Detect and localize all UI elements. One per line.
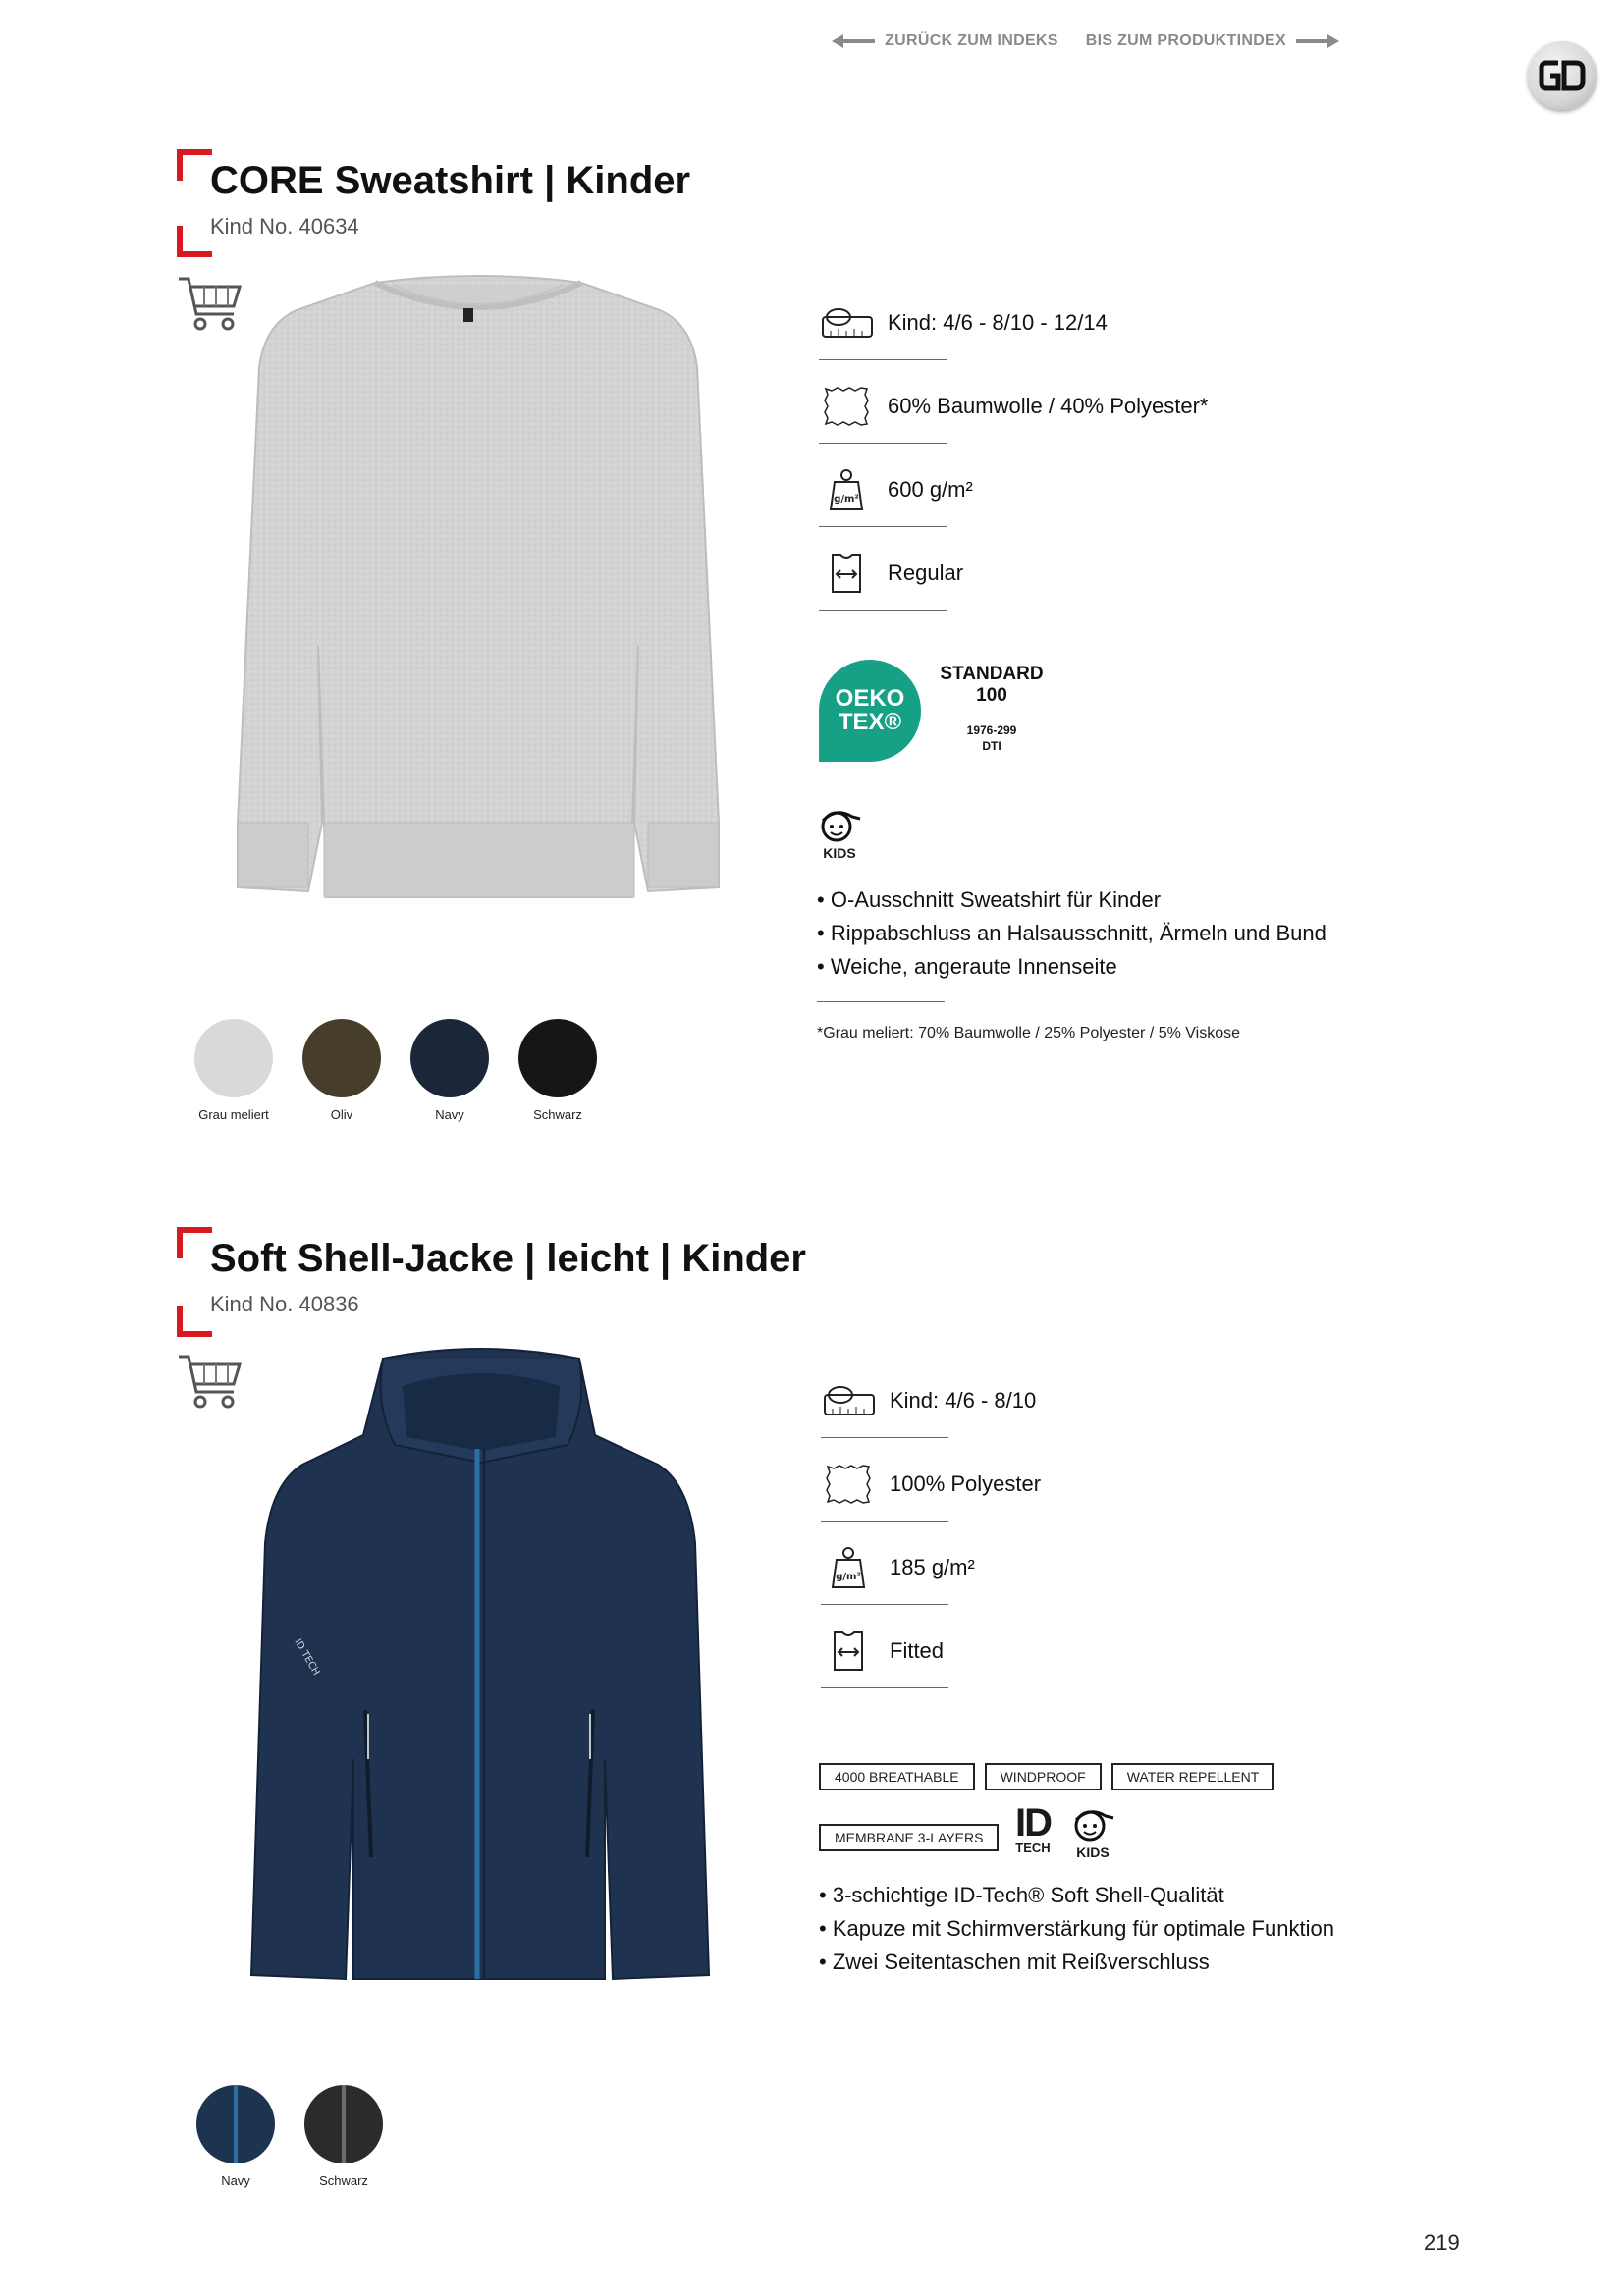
id-tech-label: TECH <box>1015 1841 1051 1855</box>
spec-material <box>819 382 1209 431</box>
swatch-label: Grau meliert <box>198 1107 269 1122</box>
feature-item: • O-Ausschnitt Sweatshirt für Kinder <box>817 883 1326 917</box>
swatch-circle <box>196 2085 275 2163</box>
spec-weight <box>821 1543 1041 1592</box>
fit-icon <box>821 1627 876 1676</box>
tag-water-repellent: WATER REPELLENT <box>1111 1763 1275 1790</box>
oeko-standard <box>931 664 1053 754</box>
swatch-label: Schwarz <box>533 1107 582 1122</box>
spec-weight-text: 600 g/m² <box>888 477 973 502</box>
feature-item: • Weiche, angeraute Innenseite <box>817 950 1326 984</box>
oeko-text: OEKO <box>835 685 905 712</box>
spec-fit <box>821 1627 1041 1676</box>
spec-sizes <box>821 1376 1041 1425</box>
product-number: Kind No. 40836 <box>210 1292 359 1316</box>
product-number: Kind No. 40634 <box>210 214 359 239</box>
swatch-schwarz[interactable] <box>290 2085 398 2188</box>
brand-logo-mark <box>1539 59 1586 92</box>
oeko-tex-logo <box>819 660 921 762</box>
softshell-jacket-image <box>245 1347 717 1985</box>
kids-icon <box>1068 1804 1117 1843</box>
title-bracket-top <box>177 1227 212 1258</box>
material-footnote: *Grau meliert: 70% Baumwolle / 25% Polyester / 5% Viskose <box>817 1025 1241 1041</box>
product-title: CORE Sweatshirt | Kinder <box>210 159 691 202</box>
feature-list <box>819 1879 1334 1979</box>
feature-tags-row2 <box>819 1830 999 1847</box>
arrow-left-icon <box>832 34 875 48</box>
spec-fit-text: Fitted <box>890 1638 945 1663</box>
spec-weight-text: 185 g/m² <box>890 1555 975 1579</box>
tag-windproof: WINDPROOF <box>985 1763 1102 1790</box>
measuring-tape-icon <box>821 1376 876 1425</box>
kids-badge <box>1068 1804 1117 1860</box>
spec-sizes-text: Kind: 4/6 - 8/10 - 12/14 <box>888 310 1108 335</box>
standard-text: STANDARD <box>940 664 1044 684</box>
swatch-circle <box>518 1019 597 1097</box>
title-bracket-bottom <box>177 1306 212 1337</box>
spec-material-text: 100% Polyester <box>890 1471 1042 1496</box>
swatch-navy[interactable] <box>396 1019 504 1122</box>
product-title: Soft Shell-Jacke | leicht | Kinder <box>210 1237 806 1280</box>
kids-label: KIDS <box>823 845 856 861</box>
weight-icon <box>821 1543 876 1592</box>
swatch-label: Navy <box>221 2173 250 2188</box>
spec-divider <box>819 610 947 611</box>
swatch-label: Navy <box>435 1107 464 1122</box>
arrow-right-icon <box>1296 34 1339 48</box>
certificate-institute: DTI <box>982 739 1001 753</box>
tag-breathable: 4000 BREATHABLE <box>819 1763 975 1790</box>
sweatshirt-image <box>228 273 729 911</box>
swatch-circle <box>410 1019 489 1097</box>
swatch-label: Oliv <box>330 1107 353 1122</box>
spec-fit <box>819 549 1209 598</box>
feature-list <box>817 883 1326 984</box>
swatch-circle <box>194 1019 273 1097</box>
feature-tags <box>819 1763 1274 1790</box>
spec-list <box>821 1376 1041 1688</box>
feature-item: • 3-schichtige ID-Tech® Soft Shell-Qualität <box>819 1879 1334 1912</box>
swatch-grau-meliert[interactable] <box>180 1019 288 1122</box>
swatch-navy[interactable] <box>182 2085 290 2188</box>
back-to-index-link[interactable] <box>832 32 1058 50</box>
measuring-tape-icon <box>819 298 874 347</box>
spec-material-text: 60% Baumwolle / 40% Polyester* <box>888 394 1209 418</box>
swatch-schwarz[interactable] <box>504 1019 612 1122</box>
swatch-circle <box>304 2085 383 2163</box>
to-product-index-label: BIS ZUM PRODUKTINDEX <box>1085 32 1286 49</box>
kids-label: KIDS <box>1076 1844 1110 1860</box>
color-swatches <box>180 1019 612 1122</box>
feature-item: • Zwei Seitentaschen mit Reißverschluss <box>819 1946 1334 1979</box>
kids-badge <box>815 805 864 861</box>
page-number: 219 <box>1424 2230 1460 2255</box>
spec-fit-text: Regular <box>888 561 964 585</box>
standard-number: 100 <box>976 685 1007 706</box>
fit-icon <box>819 549 874 598</box>
spec-divider <box>821 1604 948 1605</box>
fabric-icon <box>821 1460 876 1509</box>
to-product-index-link[interactable] <box>1086 32 1339 50</box>
back-to-index-label: ZURÜCK ZUM INDEKS <box>885 32 1058 49</box>
swatch-oliv[interactable] <box>288 1019 396 1122</box>
spec-divider <box>819 443 947 444</box>
spec-divider <box>821 1521 948 1522</box>
swatch-label: Schwarz <box>319 2173 368 2188</box>
fabric-icon <box>819 382 874 431</box>
certificate-code: 1976-299 <box>966 723 1017 737</box>
title-bracket-top <box>177 149 212 181</box>
spec-divider <box>821 1437 948 1438</box>
spec-material <box>821 1460 1041 1509</box>
cart-icon[interactable] <box>175 1351 244 1419</box>
id-tech-logo <box>1005 1801 1060 1855</box>
weight-icon <box>819 465 874 514</box>
color-swatches <box>182 2085 398 2188</box>
swatch-circle <box>302 1019 381 1097</box>
feature-item: • Rippabschluss an Halsausschnitt, Ärmeln und Bund <box>817 917 1326 950</box>
spec-sizes <box>819 298 1209 347</box>
top-navigation <box>832 32 1339 50</box>
spec-divider <box>819 526 947 527</box>
brand-logo[interactable] <box>1528 41 1597 110</box>
svg-text:ID TECH: ID TECH <box>292 1637 322 1678</box>
spec-sizes-text: Kind: 4/6 - 8/10 <box>890 1388 1037 1413</box>
svg-text:g/m²: g/m² <box>836 1572 861 1582</box>
kids-icon <box>815 805 864 844</box>
spec-divider <box>821 1687 948 1688</box>
spec-list <box>819 298 1209 611</box>
spec-divider <box>819 359 947 360</box>
footnote-divider <box>817 1001 945 1002</box>
id-tech-mark: ID <box>1015 1801 1051 1844</box>
feature-item: • Kapuze mit Schirmverstärkung für optimale Funktion <box>819 1912 1334 1946</box>
tag-membrane: MEMBRANE 3-LAYERS <box>819 1824 999 1851</box>
svg-text:g/m²: g/m² <box>834 494 859 505</box>
spec-weight <box>819 465 1209 514</box>
tex-text: TEX® <box>838 709 902 735</box>
title-bracket-bottom <box>177 226 212 257</box>
